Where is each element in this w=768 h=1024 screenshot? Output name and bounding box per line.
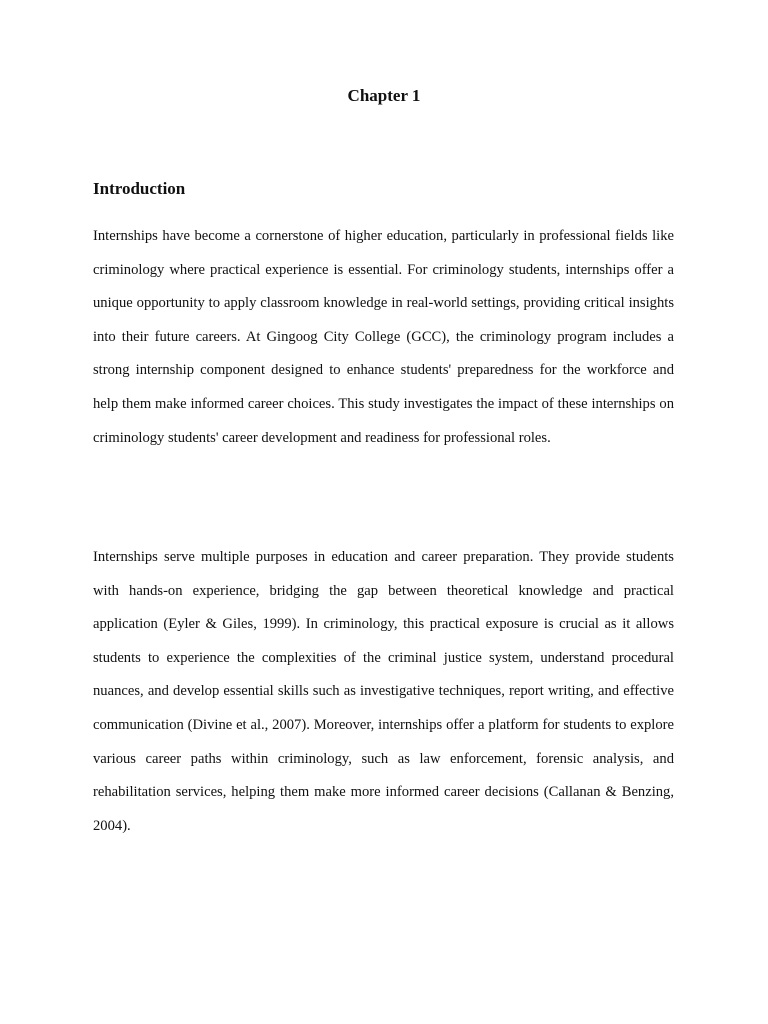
body-paragraph-2: Internships serve multiple purposes in education and career preparation. They provide students with hands-on experience, bridging the gap between theoretical knowledge and practical application (Eyler & Giles, 1999). In criminology, this practical exposure is crucial as it allows students to experience the complexities of the criminal justice system, understand procedural nuances, and develop essential skills such as investigative techniques, report writing, and effective communication (Divine et al., 2007). Moreover, internships offer a platform for students to explore various career paths within criminology, such as law enforcement, forensic analysis, and rehabilitation services, helping them make more informed career decisions (Callanan & Benzing, 2004). <box>93 549 674 834</box>
chapter-title: Chapter 1 <box>347 86 421 105</box>
body-paragraph-1: Internships have become a cornerstone of higher education, particularly in professional fields like criminology where practical experience is essential. For criminology students, internships offer a unique opportunity to apply classroom knowledge in real-world settings, providing critical insights into their future careers. At Gingoog City College (GCC), the criminology program includes a strong internship component designed to enhance students' preparedness for the workforce and help them make informed career choices. This study investigates the impact of these internships on criminology students' career development and readiness for professional roles. <box>93 228 674 446</box>
section-heading-introduction: Introduction <box>93 179 186 198</box>
